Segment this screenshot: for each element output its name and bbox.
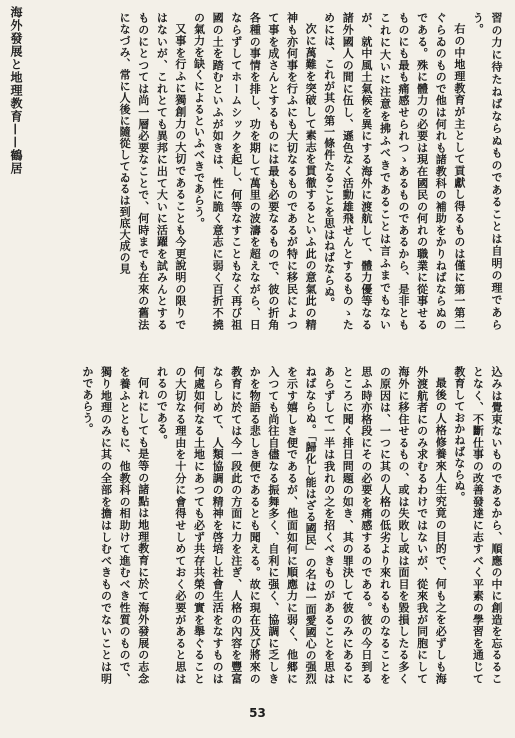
paragraph: 何れにしても是等の諸點は地理教育に於て海外發展の志念を養ふとともに、他教科の相助けて進むべき性質のもので、獨り地理のみに其の全部を擔はしむべきものでないことは明かであらう。 [80, 366, 150, 684]
paragraph: 右の中地理教育が主として貢獻し得るものは僅に第一第二ぐらゐのもので他は何れも諸教科の補助をかりねばならぬのである。殊に體力の必要は現在國民の何れの職業に從事せるものにも最も痛感せられつゝあるものであるから、是非ともこれに大いに注意を拂ふべきであることは言ふまでもないが、就中風土氣候を異にする海外に渡航して、體力優等なる諸外國人の間に伍し、遜色なく活動雄飛せんとするものゝためには、これが其の第一條件たることを思はねばならぬ。 [322, 12, 466, 330]
paragraph: 込みは覺束ないものであるから、順應の中に創造を忘るることなく、不斷仕事の改善發達に志すべく平素の學習を通じて教育しておかねばならぬ。 [452, 366, 503, 684]
paragraph: 最後の人格修養來人生究竟の目的で、何も之を必ずしも海外渡航者にのみ求むるわけではないが、從來我が同胞にして海外に移住せるもの、或は失敗し或は面目を毀損したる多くの原因は、一つに其の人格の低劣より來れるものなることを思ふ時亦格段にその必要を痛感するのである。彼の今日到るところに聞く排日問題の如き、其の罪決して彼のみにあるにあらずして一半は我れの之を招くべきものがあることを思はねばならぬ。「歸化し能はざる國民」の名は一面愛國心の强烈を示す嬉しき便であるが、他面如何に順應力に弱く、他郷に入つても尚往自儘なる振舞多く、自利に强く、協調に乏しきかを物語る悲しき便であるとも聞える。故に現在及び將來の教育に於ては今一段此の方面に力を注ぎ、人格の內容を豐富ならしめて、人類協調の精神を啓培し社會生活をなすものは何處如何なる土地にあつても必ず共存共榮の實を舉ぐることの大切なる理由を十分に會得せしめておく必要があると思はれるのである。 [155, 366, 448, 684]
paragraph: 習の力に待たねばならぬものであることは自明の理であらう。 [471, 12, 503, 330]
page-number: 53 [249, 706, 266, 720]
paragraph: 次に萬難を突破して素志を貫徹するといふ此の意氣此の精神も亦何事を行ふにも大切なるものであるが特に移民によつて事を成さんとするものには最も必要なるもので、彼の折角各種の事情を排し、功を期して萬里の波濤を超えながら、日ならずしてホームシックを起し、何等なすこともなく再び祖國の土を踏むといふが如きは、性に脆く意志に弱く百折不撓の氣力を缺くによるといふべきであらう。 [192, 12, 318, 330]
lower-text-block [13, 366, 505, 684]
running-head: 海外發展と地理教育——鶴居 [9, 6, 23, 175]
upper-text-block [13, 12, 505, 330]
paragraph: 又事を行ふに獨創力の大切であることも今更說明の限りではないが、これとても異邦に出て大いに活躍を試みんとするものにとつては尚一層必要なことで、何時までも在來の舊法になづみ、常に人後に隨從してゐるは到底大成の見 [118, 12, 187, 330]
